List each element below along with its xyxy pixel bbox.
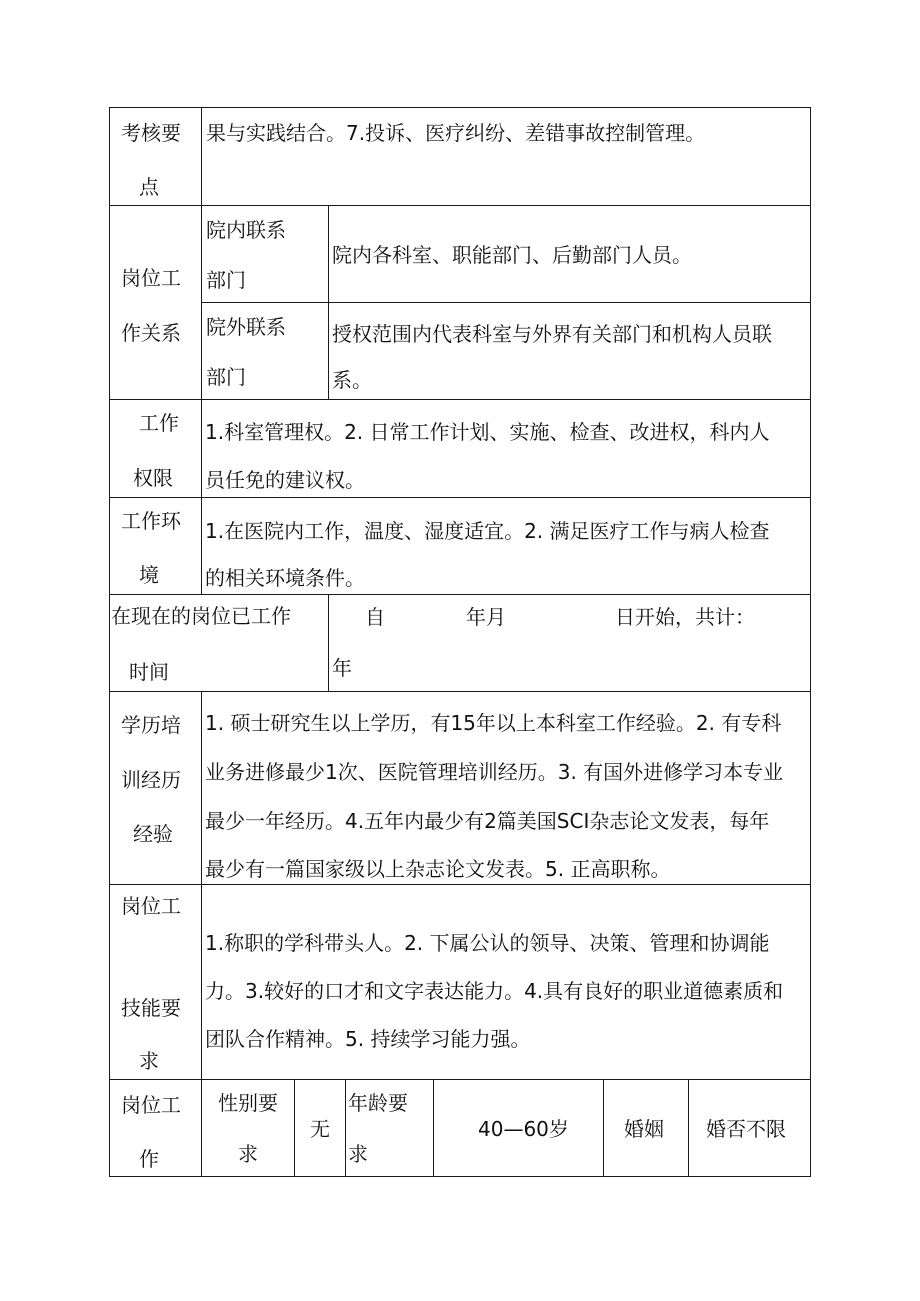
tenure-start-total: 日开始，共计： (615, 605, 755, 629)
table-border-bottom (109, 1176, 811, 1177)
skills-content: 力。3.较好的口才和文字表达能力。4.具有良好的职业道德素质和 (205, 979, 784, 1003)
external-dept-content: 授权范围内代表科室与外界有关部门和机构人员联 (332, 322, 772, 346)
skills-label: 岗位工 (121, 894, 181, 918)
row-divider (109, 884, 811, 885)
environment-label: 境 (139, 563, 159, 587)
education-content: 1. 硕士研究生以上学历，有15年以上本科室工作经验。2. 有专科 (205, 711, 782, 735)
education-content: 最少一年经历。4.五年内最少有2篇美国SCI杂志论文发表，每年 (205, 809, 770, 833)
authority-content: 1.科室管理权。2. 日常工作计划、实施、检查、改进权，科内人 (205, 420, 770, 444)
age-requirement-label: 求 (348, 1142, 368, 1166)
age-requirement-value: 40—60岁 (478, 1117, 569, 1141)
gender-requirement-label: 性别要 (218, 1091, 278, 1115)
gender-requirement-label: 求 (238, 1142, 258, 1166)
column-divider (201, 691, 202, 1177)
authority-label: 工作 (139, 411, 179, 435)
internal-dept-label: 院内联系 (206, 218, 286, 242)
relations-label: 岗位工 (121, 266, 181, 290)
row-divider (109, 205, 811, 206)
requirements-label: 作 (139, 1147, 159, 1171)
environment-label: 工作环 (121, 509, 181, 533)
environment-content: 的相关环境条件。 (205, 566, 365, 590)
table-border-left (109, 107, 110, 1177)
external-dept-label: 部门 (206, 365, 246, 389)
skills-content: 团队合作精神。5. 持续学习能力强。 (205, 1027, 531, 1051)
marriage-requirement-label: 婚姻 (624, 1117, 664, 1141)
requirements-label: 岗位工 (121, 1093, 181, 1117)
age-requirement-label: 年龄要 (348, 1091, 408, 1115)
column-divider (328, 594, 329, 692)
table-border-right (810, 107, 811, 1177)
authority-content: 员任免的建议权。 (205, 468, 365, 492)
tenure-from: 自 (365, 605, 385, 629)
row-divider (109, 691, 811, 692)
row-divider (109, 497, 811, 498)
table-border-top (109, 107, 811, 108)
internal-dept-content: 院内各科室、职能部门、后勤部门人员。 (332, 243, 692, 267)
relations-label: 作关系 (121, 321, 181, 345)
marriage-requirement-value: 婚否不限 (706, 1117, 786, 1141)
tenure-label: 在现在的岗位已工作 (111, 604, 291, 628)
education-label: 经验 (133, 822, 173, 846)
skills-content: 1.称职的学科带头人。2. 下属公认的领导、决策、管理和协调能 (205, 931, 770, 955)
skills-label: 技能要 (121, 996, 181, 1020)
environment-content: 1.在医院内工作，温度、湿度适宜。2. 满足医疗工作与病人检查 (205, 519, 770, 543)
assessment-content: 果与实践结合。7.投诉、医疗纠纷、差错事故控制管理。 (206, 121, 706, 145)
row-divider (109, 594, 811, 595)
row-divider (109, 399, 811, 400)
column-divider (345, 1079, 346, 1177)
external-dept-label: 院外联系 (206, 315, 286, 339)
education-label: 训经历 (121, 768, 181, 792)
assessment-label: 点 (139, 175, 159, 199)
gender-requirement-value: 无 (310, 1117, 330, 1141)
assessment-label: 考核要 (121, 121, 181, 145)
internal-dept-label: 部门 (206, 268, 246, 292)
column-divider (603, 1079, 604, 1177)
tenure-year-month: 年月 (466, 605, 506, 629)
tenure-label: 时间 (129, 660, 169, 684)
column-divider (201, 107, 202, 595)
skills-label: 求 (139, 1049, 159, 1073)
authority-label: 权限 (133, 466, 173, 490)
column-divider (433, 1079, 434, 1177)
tenure-years: 年 (332, 656, 352, 680)
external-dept-content: 系。 (332, 368, 372, 392)
row-divider (201, 302, 811, 303)
column-divider (328, 205, 329, 400)
column-divider (688, 1079, 689, 1177)
education-content: 最少有一篇国家级以上杂志论文发表。5. 正高职称。 (205, 857, 671, 881)
row-divider (109, 1079, 811, 1080)
education-label: 学历培 (121, 713, 181, 737)
education-content: 业务进修最少1次、医院管理培训经历。3. 有国外进修学习本专业 (205, 760, 784, 784)
column-divider (294, 1079, 295, 1177)
